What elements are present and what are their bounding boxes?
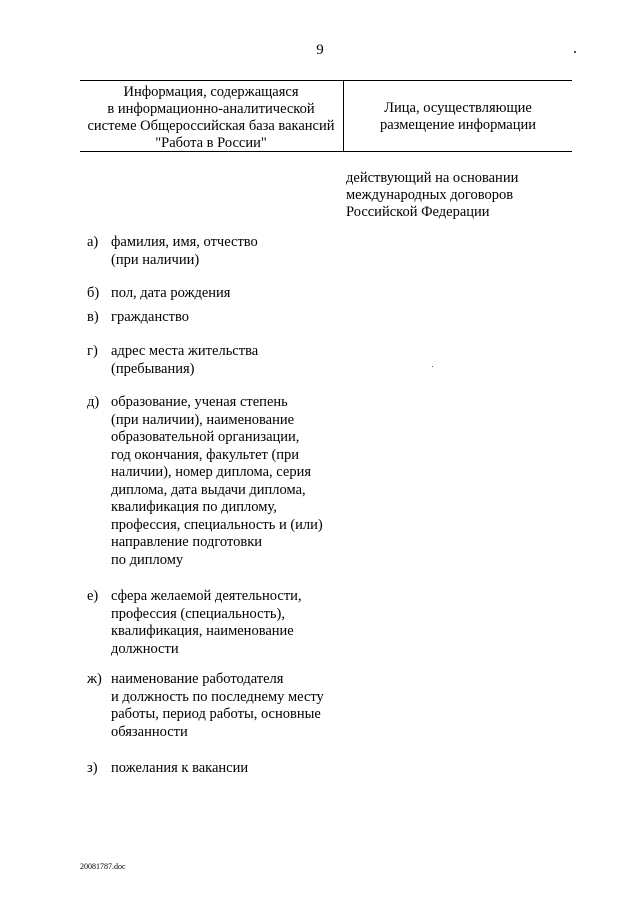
list-item-line: (при наличии), наименование bbox=[111, 411, 295, 428]
header-left-line: Информация, содержащаяся bbox=[123, 84, 299, 100]
scan-speck bbox=[574, 51, 576, 53]
list-item-text bbox=[111, 671, 351, 741]
list-item-letter: д) bbox=[87, 394, 100, 410]
header-left-column bbox=[80, 84, 342, 152]
right-column-line: международных договоров bbox=[346, 187, 514, 203]
list-item-text bbox=[111, 588, 351, 658]
list-item-line: наименование работодателя bbox=[111, 671, 284, 687]
header-left-line: системе Общероссийская база вакансий bbox=[87, 118, 335, 134]
list-item-letter: ж) bbox=[87, 671, 102, 687]
list-item-text bbox=[111, 285, 351, 303]
header-left-line: "Работа в России" bbox=[155, 135, 267, 151]
list-item-line: работы, период работы, основные bbox=[111, 706, 321, 722]
list-item-line: профессия (специальность), bbox=[111, 605, 285, 622]
list-item-line: пол, дата рождения bbox=[111, 285, 231, 301]
list-item-line: профессия, специальность и (или) bbox=[111, 516, 323, 533]
list-item-line: по диплому bbox=[111, 551, 184, 568]
table-top-rule bbox=[80, 80, 572, 81]
list-item-text bbox=[111, 343, 351, 378]
right-column-text bbox=[346, 170, 572, 221]
list-item-line: (при наличии) bbox=[111, 251, 200, 268]
list-item-line: образование, ученая степень bbox=[111, 394, 288, 410]
list-item-text bbox=[111, 309, 351, 327]
list-item-letter: б) bbox=[87, 285, 100, 301]
list-item-letter: з) bbox=[87, 760, 98, 776]
document-filename: 20081787.doc bbox=[80, 862, 126, 871]
header-right-line: размещение информации bbox=[380, 117, 536, 133]
list-item-line: должности bbox=[111, 640, 179, 657]
right-column-line: Российской Федерации bbox=[346, 204, 490, 220]
list-item-line: диплома, дата выдачи диплома, bbox=[111, 481, 306, 498]
list-item-line: гражданство bbox=[111, 309, 189, 325]
right-column-line: действующий на основании bbox=[346, 170, 519, 186]
header-right-column bbox=[344, 100, 572, 134]
list-item-line: сфера желаемой деятельности, bbox=[111, 588, 302, 604]
list-item-line: образовательной организации, bbox=[111, 429, 300, 445]
list-item-letter: а) bbox=[87, 234, 99, 250]
list-item-line: квалификация, наименование bbox=[111, 623, 294, 639]
scan-speck bbox=[432, 366, 433, 367]
list-item-line: год окончания, факультет (при bbox=[111, 446, 300, 463]
list-item-text bbox=[111, 394, 351, 569]
list-item-letter: г) bbox=[87, 343, 98, 359]
list-item-line: пожелания к вакансии bbox=[111, 760, 249, 776]
list-item-letter: е) bbox=[87, 588, 99, 604]
header-right-line: Лица, осуществляющие bbox=[384, 100, 532, 116]
list-item-line: направление подготовки bbox=[111, 534, 263, 550]
list-item-line: адрес места жительства bbox=[111, 343, 259, 359]
header-left-line: в информационно-аналитической bbox=[107, 101, 315, 117]
list-item-line: наличии), номер диплома, серия bbox=[111, 464, 312, 480]
page-number: 9 bbox=[316, 42, 324, 58]
list-item-line: (пребывания) bbox=[111, 360, 195, 377]
list-item-text bbox=[111, 760, 351, 778]
list-item-line: и должность по последнему месту bbox=[111, 688, 324, 705]
list-item-line: фамилия, имя, отчество bbox=[111, 234, 258, 250]
list-item-text bbox=[111, 234, 351, 269]
list-item-line: квалификация по диплому, bbox=[111, 499, 277, 515]
list-item-line: обязанности bbox=[111, 723, 188, 740]
list-item-letter: в) bbox=[87, 309, 99, 325]
